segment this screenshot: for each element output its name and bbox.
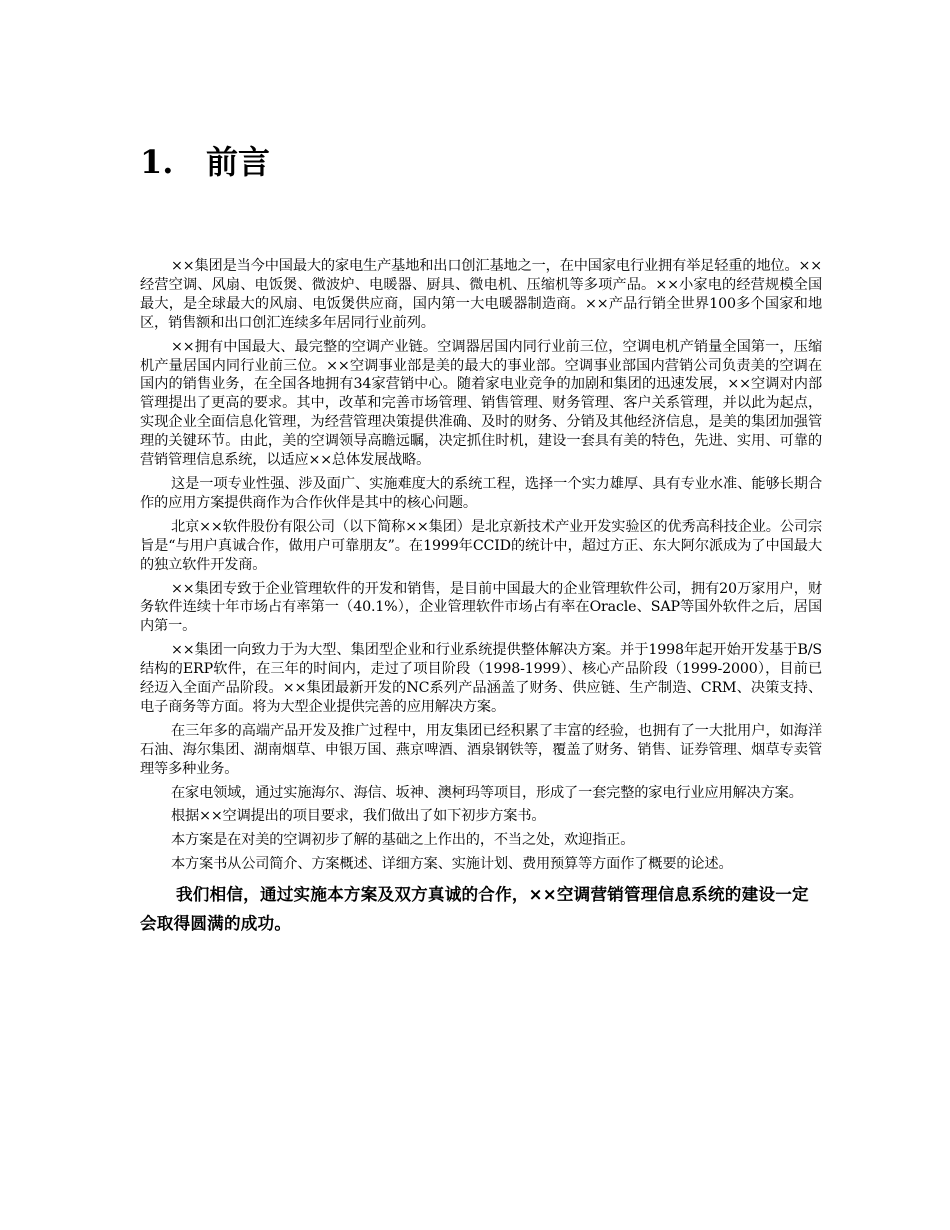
- section-title: 前言: [206, 143, 271, 181]
- section-number: 1.: [140, 143, 174, 181]
- document-body: [140, 257, 822, 938]
- paragraph: 根据××空调提出的项目要求，我们做出了如下初步方案书。: [171, 808, 546, 825]
- paragraph: 这是一项专业性强、涉及面广、实施难度大的系统工程，选择一个实力雄厚、具有专业水准、能够长期合作的应用方案提供商作为合作伙伴是其中的核心问题。: [140, 475, 822, 511]
- paragraph: 本方案书从公司简介、方案概述、详细方案、实施计划、费用预算等方面作了概要的论述。: [171, 856, 733, 873]
- paragraph: 在家电领域，通过实施海尔、海信、坂神、澳柯玛等项目，形成了一套完整的家电行业应用解决方案。: [171, 784, 803, 801]
- paragraph: ××拥有中国最大、最完整的空调产业链。空调器居国内同行业前三位，空调电机产销量全国第一，压缩机产量居国内同行业前三位。××空调事业部是美的最大的事业部。空调事业部国内营销公司负责美的空调在国内的销售业务，在全国各地拥有34家营销中心。随着家电业竞争的加剧和集团的迅速发展，××空调对内部管理提出了更高的要求。其中，改革和完善市场管理、销售管理、财务管理、客户关系管理，并以此为起点，实现企业全面信息化管理，为经营管理决策提供准确、及时的财务、分销及其他经济信息，是美的集团加强管理的关键环节。由此，美的空调领导高瞻远瞩，决定抓住时机，建设一套具有美的特色，先进、实用、可靠的营销管理信息系统，以适应××总体发展战略。: [140, 338, 822, 469]
- paragraph: ××集团一向致力于为大型、集团型企业和行业系统提供整体解决方案。并于1998年起开始开发基于B/S结构的ERP软件，在三年的时间内，走过了项目阶段（1998-1999）、核心产品阶段（1999-2000），目前已经迈入全面产品阶段。××集团最新开发的NC系列产品涵盖了财务、供应链、生产制造、CRM、决策支持、电子商务等方面。将为大型企业提供完善的应用解决方案。: [140, 642, 822, 715]
- paragraph: ××集团是当今中国最大的家电生产基地和出口创汇基地之一，在中国家电行业拥有举足轻重的地位。××经营空调、风扇、电饭煲、微波炉、电暖器、厨具、微电机、压缩机等多项产品。××小家电的经营规模全国最大，是全球最大的风扇、电饭煲供应商，国内第一大电暖器制造商。××产品行销全世界100多个国家和地区，销售额和出口创汇连续多年居同行业前列。: [140, 258, 822, 331]
- closing-statement: 我们相信，通过实施本方案及双方真诚的合作，××空调营销管理信息系统的建设一定会取得圆满的成功。: [140, 885, 809, 934]
- paragraph: 北京××软件股份有限公司（以下简称××集团）是北京新技术产业开发实验区的优秀高科技企业。公司宗旨是“与用户真诚合作，做用户可靠朋友”。在1999年CCID的统计中，超过方正、东大阿尔派成为了中国最大的独立软件开发商。: [140, 518, 822, 573]
- paragraph: 在三年多的高端产品开发及推广过程中，用友集团已经积累了丰富的经验，也拥有了一大批用户，如海洋石油、海尔集团、湖南烟草、申银万国、燕京啤酒、酒泉钢铁等，覆盖了财务、销售、证券管理、烟草专卖管理等多种业务。: [140, 722, 822, 777]
- paragraph: 本方案是在对美的空调初步了解的基础之上作出的，不当之处，欢迎指正。: [171, 832, 635, 849]
- paragraph: ××集团专致于企业管理软件的开发和销售，是目前中国最大的企业管理软件公司，拥有20万家用户，财务软件连续十年市场占有率第一（40.1%），企业管理软件市场占有率在Oracle、SAP等国外软件之后，居国内第一。: [140, 580, 822, 635]
- section-heading: [140, 140, 270, 184]
